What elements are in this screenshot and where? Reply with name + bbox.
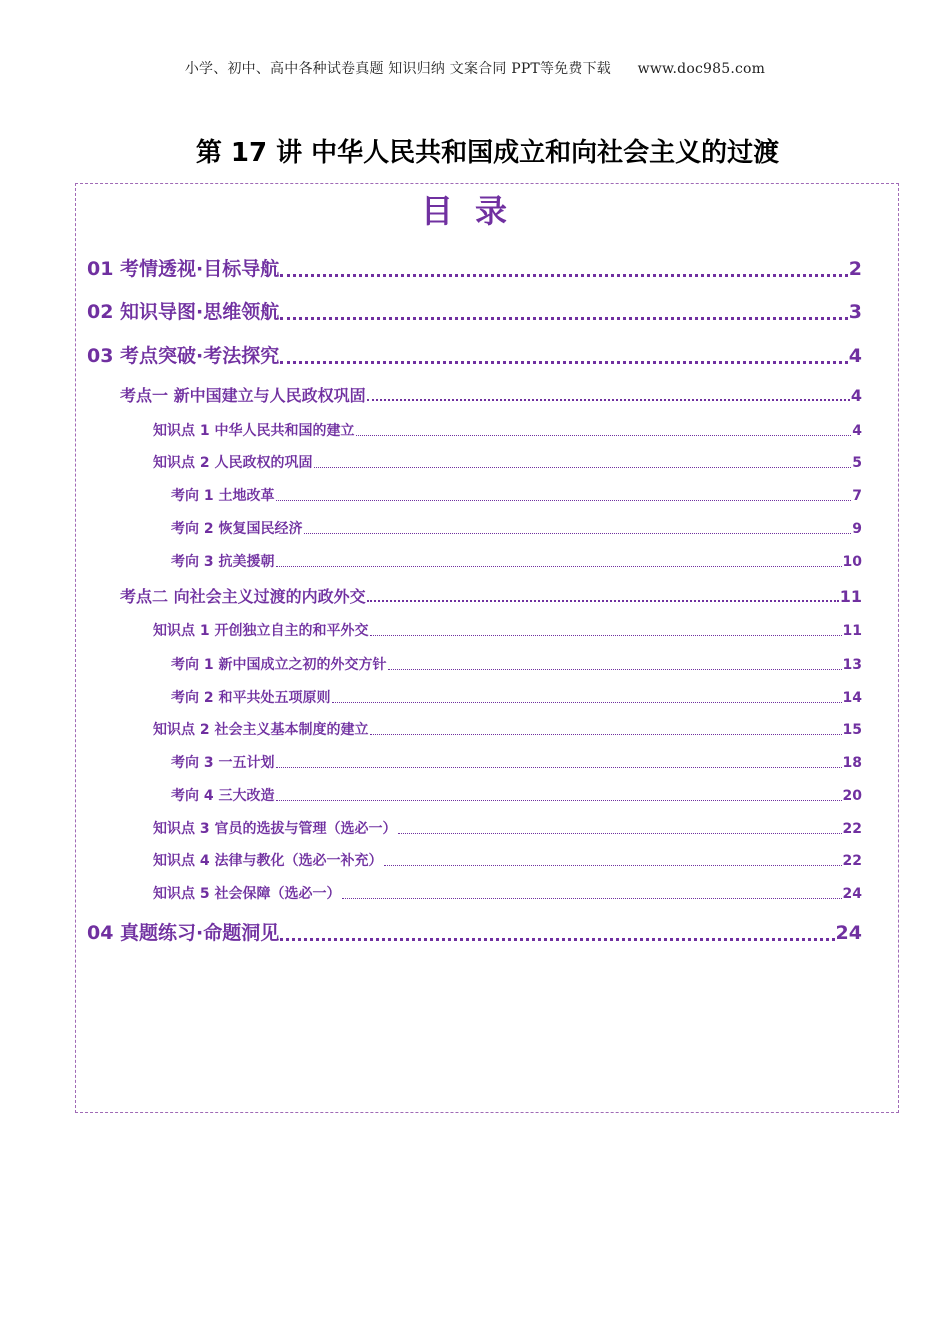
toc-entry-label: 01 考情透视·目标导航 [87, 258, 280, 280]
toc-entry-kaoxiang[interactable] [171, 687, 862, 707]
toc-entry-section-01[interactable] [87, 254, 862, 281]
dot-leader [342, 898, 842, 899]
toc-entry-page: 14 [842, 690, 862, 706]
dot-leader [280, 274, 847, 277]
toc-entry-page: 11 [839, 587, 862, 606]
toc-entry-kaoxiang[interactable] [171, 785, 862, 805]
page-title: 第 17 讲 中华人民共和国成立和向社会主义的过渡 [195, 138, 780, 168]
toc-entry-label: 考向 1 土地改革 [171, 488, 275, 504]
dot-leader [276, 500, 852, 501]
toc-entry-page: 4 [852, 423, 862, 439]
dot-leader [276, 800, 842, 801]
dot-leader [304, 533, 852, 534]
dot-leader [276, 767, 842, 768]
toc-entry-label: 02 知识导图·思维领航 [87, 301, 280, 323]
toc-entry-label: 知识点 1 开创独立自主的和平外交 [153, 623, 369, 639]
dot-leader [384, 865, 842, 866]
toc-entry-section-03[interactable] [87, 341, 862, 368]
toc-entry-page: 20 [842, 788, 862, 804]
toc-entry-page: 10 [842, 554, 862, 570]
toc-entry-zhishidian[interactable] [153, 620, 862, 640]
toc-entry-page: 13 [842, 657, 862, 673]
toc-entry-kaoxiang[interactable] [171, 654, 862, 674]
toc-entry-page: 5 [852, 455, 862, 471]
toc-entry-page: 24 [842, 886, 862, 902]
dot-leader [398, 833, 842, 834]
toc-entry-label: 考向 3 抗美援朝 [171, 554, 275, 570]
header-url-link[interactable]: www.doc985.com [637, 61, 766, 77]
dot-leader [280, 938, 834, 941]
toc-entry-label: 考向 2 恢复国民经济 [171, 521, 303, 537]
dot-leader [280, 317, 847, 320]
toc-entry-section-04[interactable] [87, 918, 862, 945]
toc-entry-label: 考点一 新中国建立与人民政权巩固 [120, 386, 366, 405]
toc-entry-label: 04 真题练习·命题洞见 [87, 922, 280, 944]
toc-entry-zhishidian[interactable] [153, 420, 862, 440]
toc-entry-label: 考向 1 新中国成立之初的外交方针 [171, 657, 387, 673]
toc-entry-kaodian-2[interactable] [120, 584, 862, 607]
toc-entry-section-02[interactable] [87, 297, 862, 324]
toc-entry-label: 知识点 5 社会保障（选必一） [153, 886, 341, 902]
toc-entry-page: 7 [852, 488, 862, 504]
toc-entry-label: 知识点 2 社会主义基本制度的建立 [153, 722, 369, 738]
dot-leader [276, 566, 842, 567]
toc-entry-kaodian-1[interactable] [120, 383, 862, 406]
toc-heading: 目录 [420, 192, 529, 230]
toc-entry-label: 考向 4 三大改造 [171, 788, 275, 804]
toc-entry-kaoxiang[interactable] [171, 518, 862, 538]
toc-entry-page: 15 [842, 722, 862, 738]
dot-leader [367, 399, 850, 401]
toc-entry-kaoxiang[interactable] [171, 752, 862, 772]
toc-entry-label: 知识点 2 人民政权的巩固 [153, 455, 313, 471]
toc-entry-kaoxiang[interactable] [171, 485, 862, 505]
toc-entry-page: 18 [842, 755, 862, 771]
toc-entry-label: 03 考点突破·考法探究 [87, 345, 280, 367]
toc-entry-page: 9 [852, 521, 862, 537]
toc-entry-zhishidian[interactable] [153, 883, 862, 903]
dot-leader [314, 467, 852, 468]
toc-entry-zhishidian[interactable] [153, 719, 862, 739]
toc-entry-label: 知识点 4 法律与教化（选必一补充） [153, 853, 383, 869]
dot-leader [332, 702, 842, 703]
toc-entry-page: 11 [842, 623, 862, 639]
site-header [0, 58, 950, 78]
toc-entry-page: 4 [850, 386, 862, 405]
toc-entry-label: 考向 3 一五计划 [171, 755, 275, 771]
toc-entry-zhishidian[interactable] [153, 850, 862, 870]
toc-entry-page: 22 [842, 853, 862, 869]
toc-entry-page: 22 [842, 821, 862, 837]
toc-entry-label: 考向 2 和平共处五项原则 [171, 690, 331, 706]
dot-leader [370, 734, 842, 735]
dot-leader [367, 600, 839, 602]
dot-leader [356, 435, 852, 436]
toc-entry-label: 考点二 向社会主义过渡的内政外交 [120, 587, 366, 606]
toc-entry-page: 3 [848, 301, 862, 323]
toc-entry-page: 24 [835, 922, 862, 944]
toc-entry-label: 知识点 1 中华人民共和国的建立 [153, 423, 355, 439]
dot-leader [370, 635, 842, 636]
toc-entry-kaoxiang[interactable] [171, 551, 862, 571]
toc-entry-label: 知识点 3 官员的选拔与管理（选必一） [153, 821, 397, 837]
dot-leader [280, 361, 847, 364]
toc-entry-zhishidian[interactable] [153, 818, 862, 838]
toc-entry-page: 4 [848, 345, 862, 367]
header-text: 小学、初中、高中各种试卷真题 知识归纳 文案合同 PPT等免费下载 [184, 61, 611, 77]
toc-entry-page: 2 [848, 258, 862, 280]
toc-entry-zhishidian[interactable] [153, 452, 862, 472]
dot-leader [388, 669, 842, 670]
